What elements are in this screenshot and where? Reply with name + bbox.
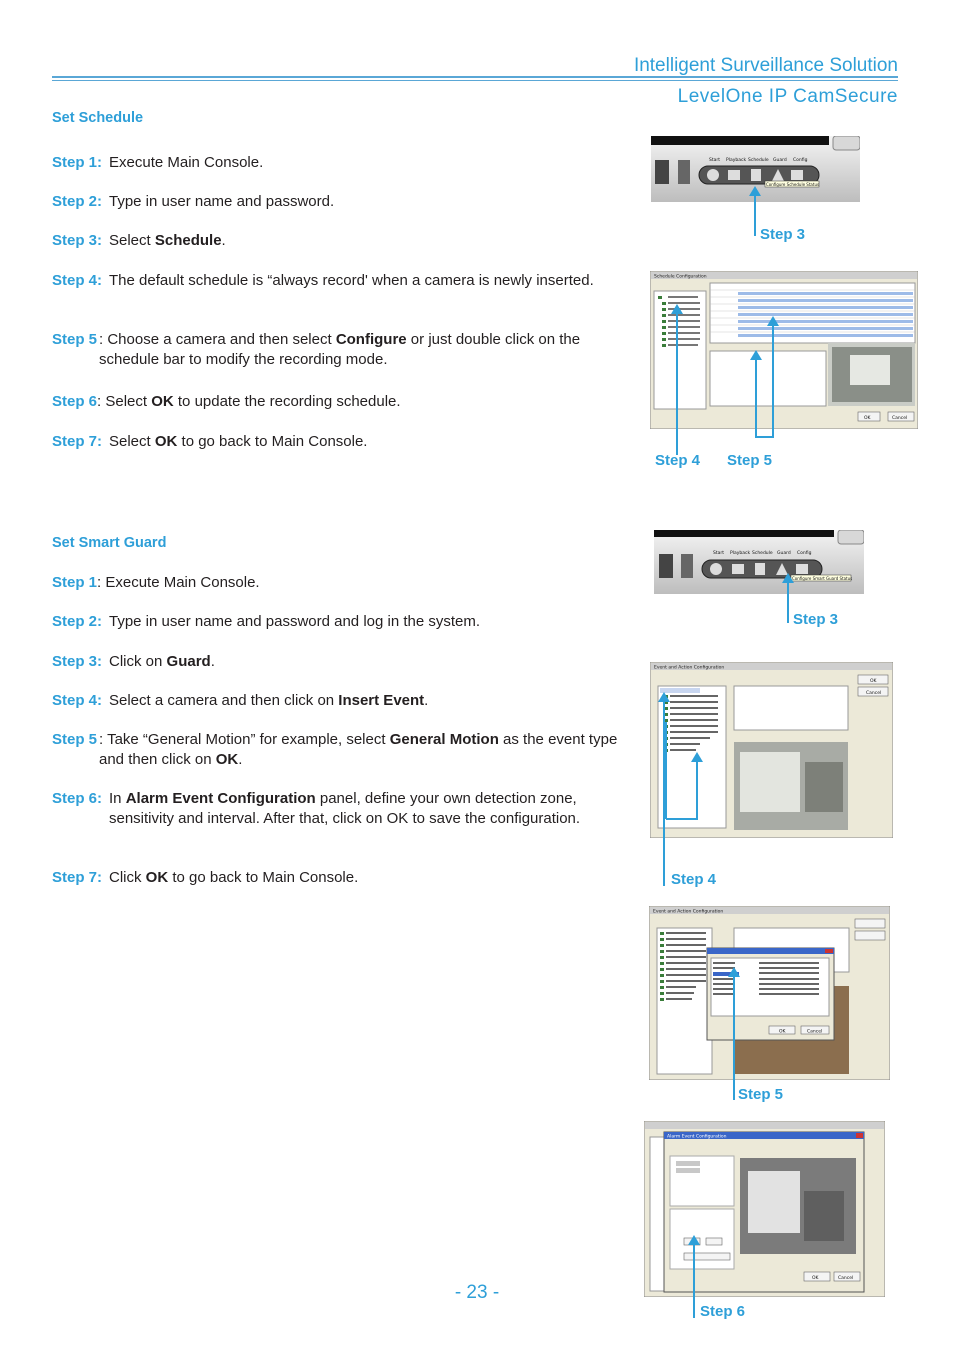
toolbar-tooltip: Configure Schedule Status	[766, 182, 820, 187]
step-keyword: Schedule	[154, 232, 222, 249]
step-body	[99, 330, 624, 370]
section-title-guard: Set Smart Guard	[52, 535, 167, 551]
step-label: Step 7:	[52, 869, 103, 886]
step-label: Step 4:	[52, 692, 103, 709]
schedule-window-title: Schedule Configuration	[654, 274, 707, 280]
page-number: - 23 -	[454, 1282, 500, 1303]
toolbar-label-schedule: Schedule	[752, 551, 773, 556]
toolbar-label-config: Config	[797, 551, 812, 556]
step-keyword: Guard	[166, 653, 211, 670]
step-label: Step 6:	[52, 790, 103, 807]
guard-window-title: Event and Action Configuration	[654, 665, 725, 671]
toolbar-label-start: Start	[709, 158, 720, 163]
step4-step5-arrows	[660, 300, 790, 458]
step-text: .	[424, 692, 429, 709]
step-text: Click	[109, 869, 146, 886]
step-text: .	[221, 232, 226, 249]
step-keyword: OK	[154, 433, 178, 450]
step-label: Step 1:	[52, 154, 103, 171]
step-text: to update the recording schedule.	[173, 393, 401, 410]
toolbar-label-schedule: Schedule	[748, 158, 769, 163]
alarm-ok-button: OK	[812, 1276, 819, 1281]
guard-step-6	[52, 789, 627, 827]
step-label: Step 3:	[52, 653, 103, 670]
guard-step6-arrow	[687, 1235, 701, 1320]
step-label: Step 5	[52, 731, 98, 748]
step-label: Step 7:	[52, 433, 103, 450]
schedule-step-7	[52, 432, 627, 452]
schedule-step-1	[52, 153, 627, 173]
step-keyword: General Motion	[389, 731, 499, 748]
step-text: or just double click on the schedule bar to modify the recording mode.	[99, 331, 581, 368]
toolbar-label-guard: Guard	[773, 158, 787, 163]
step-text: : Take “General Motion” for example, select	[99, 731, 390, 748]
schedule-caption-step5: Step 5	[727, 452, 773, 469]
step-text: : Choose a camera and then select	[99, 331, 336, 348]
step-text: Type in user name and password.	[109, 193, 335, 210]
schedule-step-4	[52, 271, 627, 291]
header-title: Intelligent Surveillance Solution	[633, 55, 898, 76]
guard-step-4	[52, 691, 627, 711]
step-text: Click on	[109, 653, 167, 670]
toolbar-label-start: Start	[713, 551, 724, 556]
schedule-step-3	[52, 231, 627, 251]
schedule-step-5	[52, 330, 627, 368]
guard-step5-arrow	[727, 967, 741, 1102]
step-text: as the event type and then click on	[99, 731, 618, 768]
step-label: Step 1	[52, 574, 98, 591]
header-rule-thin	[52, 80, 898, 81]
step-text: : Select	[97, 393, 152, 410]
step-text: .	[210, 653, 215, 670]
event-type-screenshot	[649, 906, 890, 1080]
guard-step-5	[52, 730, 627, 768]
schedule-caption-step3: Step 3	[760, 226, 806, 243]
guard-step-7	[52, 868, 627, 888]
step-label: Step 2:	[52, 613, 103, 630]
header-subtitle: LevelOne IP CamSecure	[677, 86, 898, 107]
step-keyword: Configure	[335, 331, 407, 348]
step-text: The default schedule is “always record' when a camera is newly inserted.	[109, 272, 594, 289]
step-label: Step 3:	[52, 232, 103, 249]
guard-toolbar-screenshot	[654, 530, 864, 594]
step-keyword: Alarm Event Configuration	[125, 790, 316, 807]
guard-caption-step4: Step 4	[671, 871, 717, 888]
guard-caption-step3: Step 3	[793, 611, 839, 628]
guard-cancel-button: Cancel	[866, 691, 882, 696]
schedule-cancel-button: Cancel	[892, 416, 908, 421]
step-text: to go back to Main Console.	[168, 869, 359, 886]
step-keyword: Insert Event	[338, 692, 425, 709]
step-text: Execute Main Console.	[109, 154, 264, 171]
schedule-step-2	[52, 192, 627, 212]
step-text: In	[109, 790, 126, 807]
guard-caption-step6: Step 6	[700, 1303, 746, 1320]
toolbar-label-playback: Playback	[730, 551, 751, 556]
alarm-window-title: Alarm Event Configuration	[667, 1134, 727, 1140]
step-label: Step 2:	[52, 193, 103, 210]
step-text: : Execute Main Console.	[97, 574, 260, 591]
event-cancel-button: Cancel	[807, 1029, 823, 1035]
step-label: Step 4:	[52, 272, 103, 289]
step-text: Select	[109, 232, 155, 249]
step-text: Type in user name and password and log in the system.	[109, 613, 481, 630]
toolbar-label-playback: Playback	[726, 158, 747, 163]
schedule-ok-button: OK	[864, 416, 871, 421]
guard-step-1	[52, 573, 627, 593]
schedule-step-6	[52, 392, 627, 412]
toolbar-label-guard: Guard	[777, 551, 791, 556]
step-text: to go back to Main Console.	[177, 433, 368, 450]
schedule-caption-step4: Step 4	[655, 452, 701, 469]
step-keyword: OK	[215, 751, 239, 768]
step-text: panel, define your own detection zone, sensitivity and interval. After that, click on OK to save the configuration.	[109, 790, 581, 827]
guard-step-3	[52, 652, 627, 672]
step-text: Select	[109, 433, 155, 450]
guard-ok-button: OK	[870, 679, 877, 684]
alarm-cancel-button: Cancel	[838, 1276, 854, 1281]
guard-caption-step5: Step 5	[738, 1086, 784, 1103]
guard-step4-arrows	[656, 688, 706, 888]
toolbar-tooltip: Configure Smart Guard Status	[792, 576, 853, 581]
step-label: Step 5	[52, 331, 98, 348]
step-text: Select a camera and then click on	[109, 692, 339, 709]
step-label: Step 6	[52, 393, 98, 410]
event-ok-button: OK	[779, 1029, 786, 1035]
step-keyword: OK	[145, 869, 169, 886]
guard-window-title: Event and Action Configuration	[653, 909, 724, 915]
section-title-schedule: Set Schedule	[52, 110, 144, 126]
alarm-config-screenshot	[644, 1121, 885, 1297]
guard-step-2	[52, 612, 627, 632]
header-rule	[52, 76, 898, 78]
step-keyword: OK	[151, 393, 174, 410]
step-text: .	[238, 751, 243, 768]
toolbar-label-config: Config	[793, 158, 808, 163]
